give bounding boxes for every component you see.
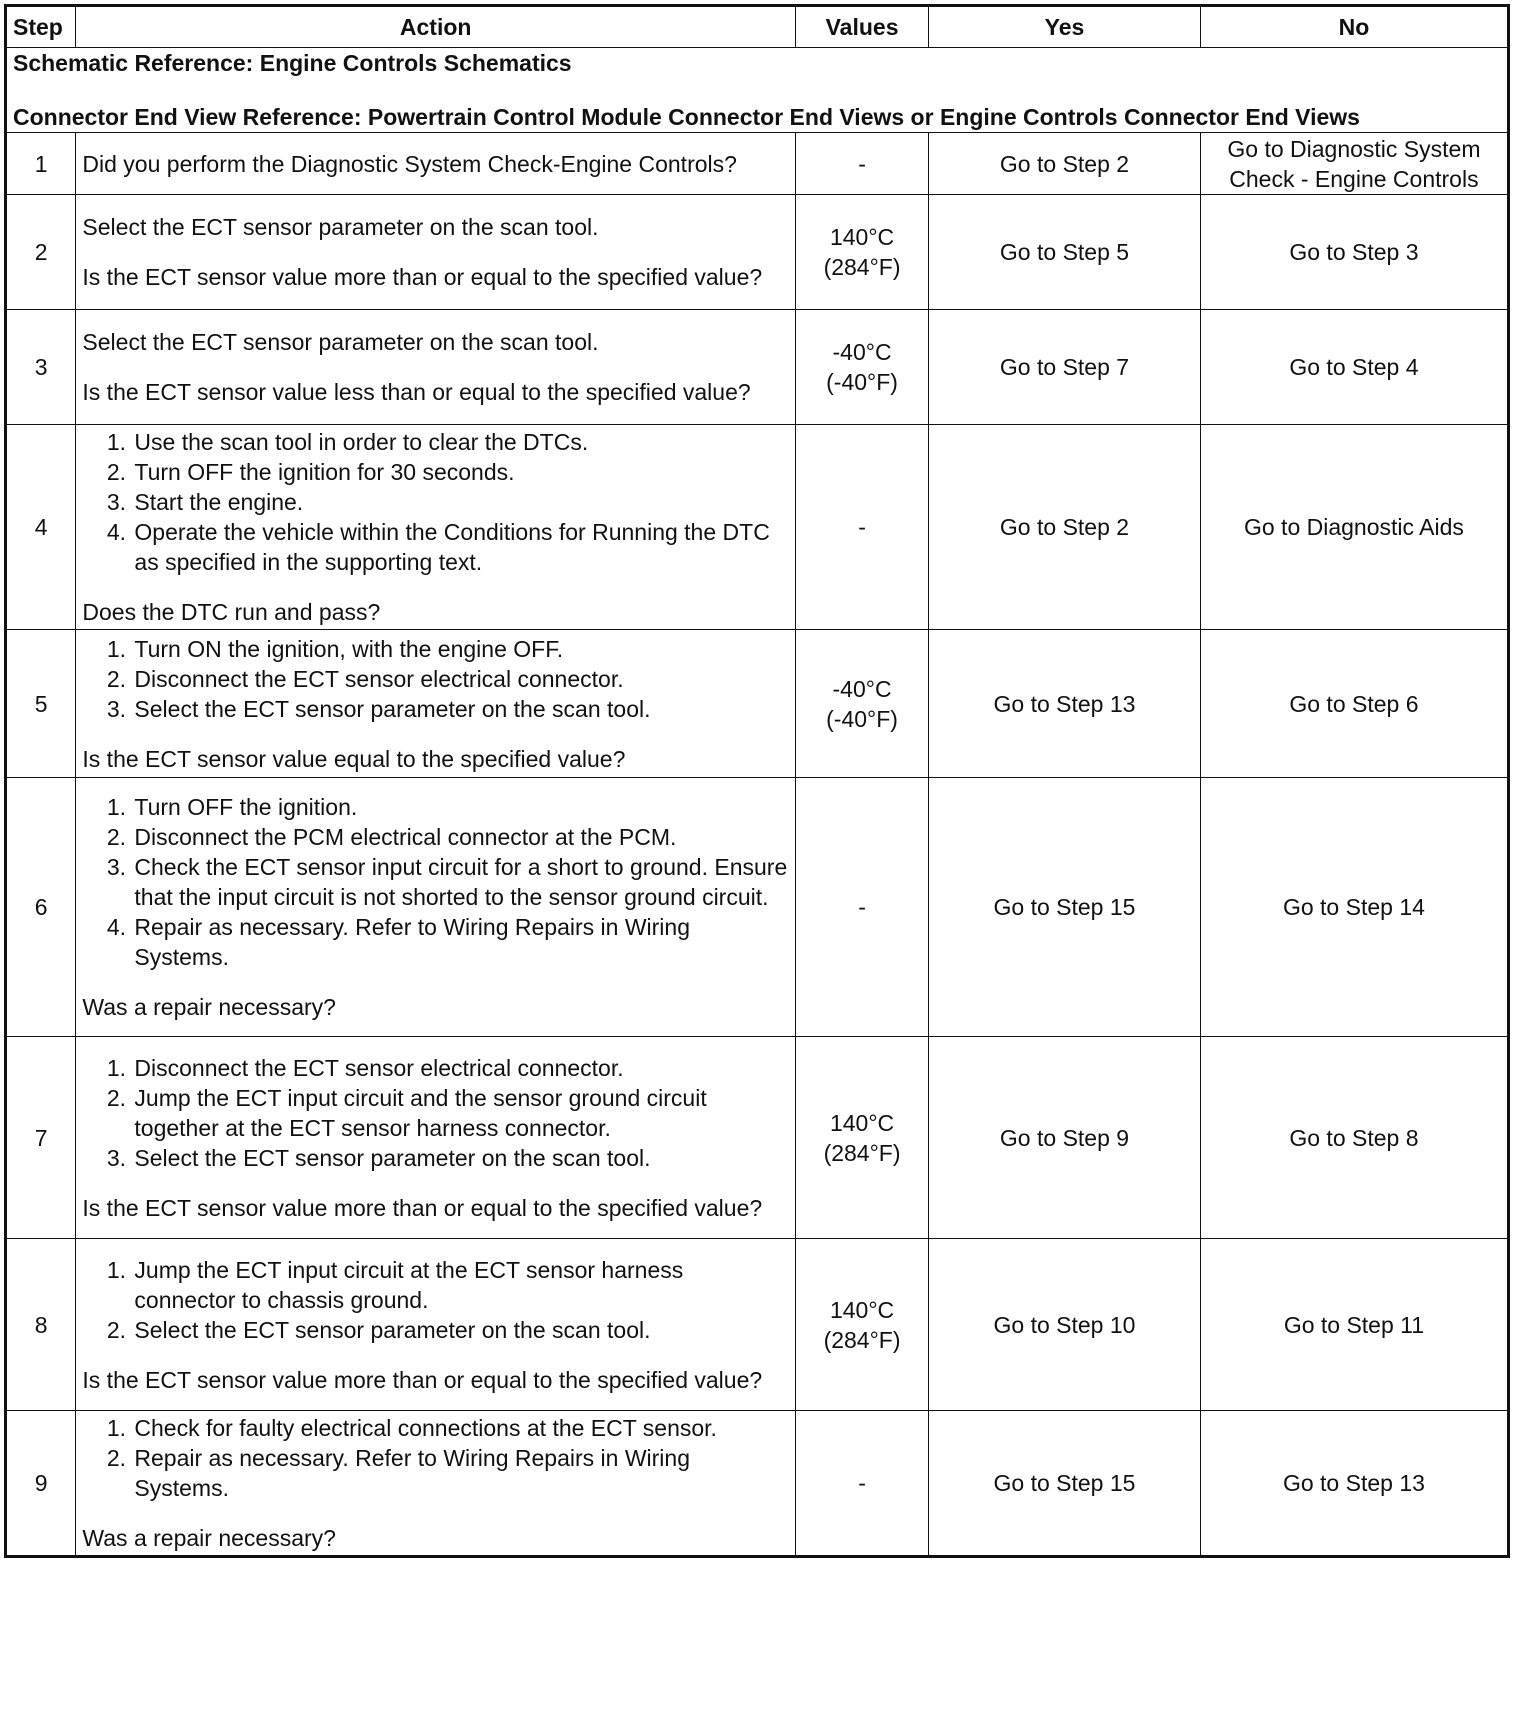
- value-line: (284°F): [823, 1139, 901, 1166]
- step-number: 4: [6, 425, 76, 630]
- list-item: 2. Disconnect the PCM electrical connector at the PCM.: [132, 822, 789, 852]
- list-item: 3. Start the engine.: [132, 487, 789, 517]
- list-item: 3. Select the ECT sensor parameter on the scan tool.: [132, 1143, 789, 1173]
- header-no: No: [1200, 6, 1508, 48]
- values-cell: [795, 1411, 928, 1557]
- no-cell: Go to Step 3: [1200, 195, 1508, 310]
- header-row: [6, 6, 1509, 48]
- action-cell: [76, 310, 796, 425]
- value-line: -: [858, 514, 866, 540]
- value-line: (-40°F): [826, 369, 898, 395]
- action-question: Was a repair necessary?: [82, 1525, 336, 1551]
- yes-cell: Go to Step 15: [929, 778, 1201, 1037]
- action-question: Is the ECT sensor value equal to the specified value?: [82, 745, 626, 772]
- table-row: [6, 778, 1509, 1037]
- action-question: Was a repair necessary?: [82, 994, 336, 1020]
- list-item: 3. Select the ECT sensor parameter on the scan tool.: [132, 694, 789, 724]
- action-cell: [76, 1411, 796, 1557]
- action-cell: [76, 630, 796, 778]
- step-number: 1: [6, 133, 76, 195]
- value-line: 140°C: [829, 1296, 895, 1323]
- value-line: -: [858, 894, 866, 920]
- no-cell: Go to Step 13: [1200, 1411, 1508, 1557]
- list-item: 1. Use the scan tool in order to clear the DTCs.: [132, 427, 789, 457]
- list-item: 2. Turn OFF the ignition for 30 seconds.: [132, 457, 789, 487]
- step-number: 8: [6, 1239, 76, 1411]
- action-list: [82, 427, 789, 577]
- table-row: [6, 425, 1509, 630]
- action-cell: [76, 778, 796, 1037]
- reference-cell: [6, 48, 1509, 133]
- action-list: [82, 1413, 789, 1503]
- list-item: 1. Check for faulty electrical connections at the ECT sensor.: [132, 1413, 789, 1443]
- value-line: -: [858, 150, 866, 177]
- step-number: 2: [6, 195, 76, 310]
- no-cell: Go to Step 11: [1200, 1239, 1508, 1411]
- connector-reference: Connector End View Reference: Powertrain Control Module Connector End Views or Engine Controls Connector End Views: [13, 104, 1360, 130]
- value-line: -40°C: [832, 339, 892, 365]
- yes-cell: Go to Step 2: [929, 425, 1201, 630]
- value-line: (284°F): [823, 1326, 901, 1353]
- list-item: 2. Disconnect the ECT sensor electrical connector.: [132, 664, 789, 694]
- value-line: -: [858, 1470, 866, 1496]
- header-values: Values: [795, 6, 928, 48]
- action-list: [82, 1255, 789, 1345]
- action-text: Did you perform the Diagnostic System Check-Engine Controls?: [82, 150, 737, 177]
- values-cell: [795, 310, 928, 425]
- header-yes: Yes: [929, 6, 1201, 48]
- diagnostic-table: [4, 4, 1510, 1558]
- table-row: [6, 310, 1509, 425]
- action-question: Is the ECT sensor value more than or equal to the specified value?: [82, 1366, 763, 1393]
- no-cell: Go to Step 8: [1200, 1037, 1508, 1239]
- step-number: 3: [6, 310, 76, 425]
- yes-cell: Go to Step 5: [929, 195, 1201, 310]
- step-number: 6: [6, 778, 76, 1037]
- values-cell: [795, 1239, 928, 1411]
- list-item: 2. Jump the ECT input circuit and the sensor ground circuit together at the ECT sensor harness connector.: [132, 1083, 789, 1143]
- list-item: 2. Repair as necessary. Refer to Wiring Repairs in Wiring Systems.: [132, 1443, 789, 1503]
- no-cell: Go to Step 4: [1200, 310, 1508, 425]
- yes-cell: Go to Step 7: [929, 310, 1201, 425]
- list-item: 1. Jump the ECT input circuit at the ECT sensor harness connector to chassis ground.: [132, 1255, 789, 1315]
- step-number: 9: [6, 1411, 76, 1557]
- list-item: 1. Turn ON the ignition, with the engine OFF.: [132, 634, 789, 664]
- values-cell: [795, 195, 928, 310]
- action-cell: [76, 1239, 796, 1411]
- action-text: Select the ECT sensor parameter on the scan tool.: [82, 214, 599, 240]
- yes-cell: Go to Step 2: [929, 133, 1201, 195]
- yes-cell: Go to Step 10: [929, 1239, 1201, 1411]
- value-line: (284°F): [823, 254, 901, 280]
- action-cell: [76, 133, 796, 195]
- table-row: [6, 133, 1509, 195]
- value-line: 140°C: [829, 1109, 895, 1136]
- values-cell: [795, 630, 928, 778]
- table-row: [6, 1239, 1509, 1411]
- value-line: 140°C: [829, 224, 895, 250]
- schematic-reference: Schematic Reference: Engine Controls Schematics: [13, 50, 572, 76]
- yes-cell: Go to Step 13: [929, 630, 1201, 778]
- list-item: 3. Check the ECT sensor input circuit for a short to ground. Ensure that the input circuit is not shorted to the sensor ground circuit.: [132, 852, 789, 912]
- table-row: [6, 1411, 1509, 1557]
- action-question: Is the ECT sensor value more than or equal to the specified value?: [82, 264, 763, 290]
- header-action: Action: [76, 6, 796, 48]
- table-row: [6, 195, 1509, 310]
- no-cell: Go to Diagnostic System Check - Engine Controls: [1200, 133, 1508, 195]
- values-cell: [795, 778, 928, 1037]
- values-cell: [795, 133, 928, 195]
- value-line: -40°C: [832, 675, 892, 702]
- table-row: [6, 1037, 1509, 1239]
- list-item: 4. Operate the vehicle within the Conditions for Running the DTC as specified in the supporting text.: [132, 517, 789, 577]
- table-row: [6, 630, 1509, 778]
- action-cell: [76, 425, 796, 630]
- action-list: [82, 792, 789, 972]
- action-cell: [76, 1037, 796, 1239]
- header-step: Step: [6, 6, 76, 48]
- yes-cell: Go to Step 15: [929, 1411, 1201, 1557]
- action-list: [82, 634, 789, 724]
- yes-cell: Go to Step 9: [929, 1037, 1201, 1239]
- values-cell: [795, 1037, 928, 1239]
- list-item: 1. Turn OFF the ignition.: [132, 792, 789, 822]
- no-cell: Go to Diagnostic Aids: [1200, 425, 1508, 630]
- action-list: [82, 1053, 789, 1173]
- step-number: 7: [6, 1037, 76, 1239]
- diagnostic-table-sheet: [4, 4, 1510, 1558]
- action-question: Is the ECT sensor value less than or equal to the specified value?: [82, 379, 751, 405]
- action-question: Is the ECT sensor value more than or equal to the specified value?: [82, 1194, 763, 1221]
- list-item: 1. Disconnect the ECT sensor electrical connector.: [132, 1053, 789, 1083]
- reference-row: [6, 48, 1509, 133]
- value-line: (-40°F): [826, 705, 898, 732]
- no-cell: Go to Step 6: [1200, 630, 1508, 778]
- action-question: Does the DTC run and pass?: [82, 599, 381, 625]
- no-cell: Go to Step 14: [1200, 778, 1508, 1037]
- list-item: 4. Repair as necessary. Refer to Wiring Repairs in Wiring Systems.: [132, 912, 789, 972]
- step-number: 5: [6, 630, 76, 778]
- action-text: Select the ECT sensor parameter on the scan tool.: [82, 329, 599, 355]
- list-item: 2. Select the ECT sensor parameter on the scan tool.: [132, 1315, 789, 1345]
- action-cell: [76, 195, 796, 310]
- values-cell: [795, 425, 928, 630]
